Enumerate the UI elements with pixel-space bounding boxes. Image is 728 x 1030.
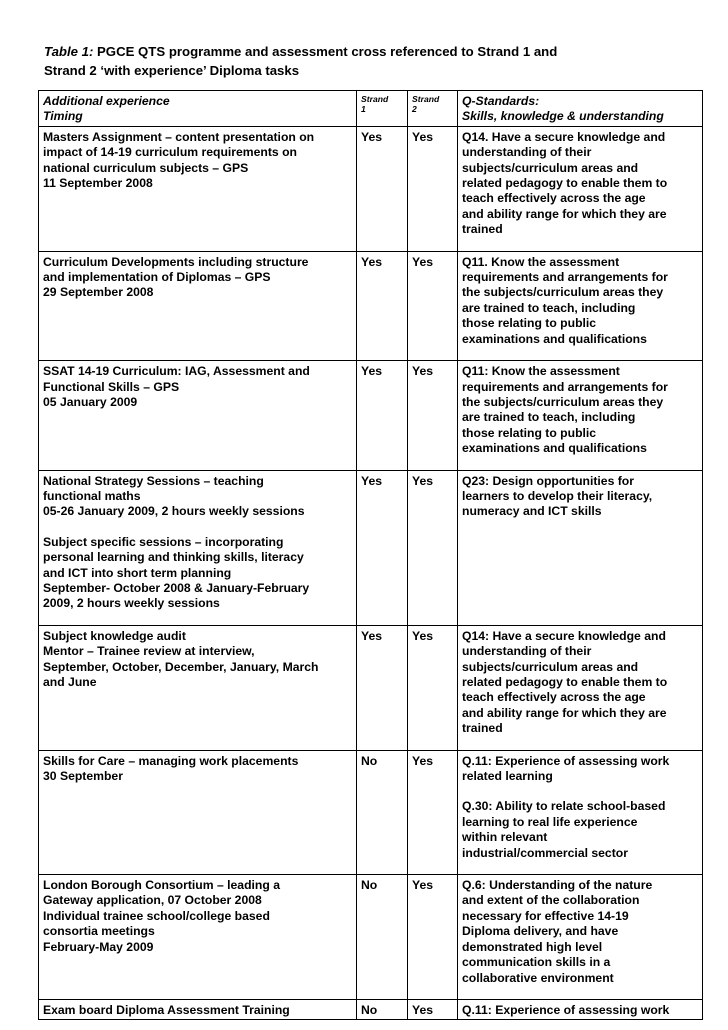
cell-line: personal learning and thinking skills, literacy (43, 550, 304, 565)
cell-line: Exam board Diploma Assessment Training (43, 1002, 290, 1017)
cell-line: are trained to teach, including (462, 410, 636, 425)
header-strand-2: Strand 2 (408, 91, 458, 127)
paragraph-gap (43, 520, 352, 535)
cell-line: subjects/curriculum areas and (462, 659, 639, 674)
cell-line: and implementation of Diplomas – GPS (43, 270, 271, 285)
cell-line: the subjects/curriculum areas they (462, 285, 664, 300)
cell-line: examinations and qualifications (462, 331, 647, 346)
header-row (39, 91, 703, 127)
cell-line: are trained to teach, including (462, 300, 636, 315)
cell-line: collaborative environment (462, 970, 614, 985)
cell-line: and ICT into short term planning (43, 565, 232, 580)
q-standards-cell (458, 999, 703, 1019)
experience-cell (39, 999, 357, 1019)
experience-cell (39, 625, 357, 750)
cell-line: communication skills in a (462, 955, 611, 970)
cell-line: Curriculum Developments including structure (43, 254, 309, 269)
cell-line: related pedagogy to enable them to (462, 675, 668, 689)
experience-cell (39, 251, 357, 360)
experience-cell (39, 361, 357, 470)
experience-cell (39, 750, 357, 874)
cell-line: Q.6: Understanding of the nature (462, 878, 653, 893)
table-row (39, 361, 703, 470)
cell-line: examinations and qualifications (462, 441, 647, 456)
cell-line: Q14: Have a secure knowledge and (462, 628, 666, 643)
cell-line: national curriculum subjects – GPS (43, 160, 249, 175)
caption-label: Table 1: (44, 44, 94, 59)
cell-line: consortia meetings (43, 924, 155, 939)
cell-line: Q.30: Ability to relate school-based (462, 799, 666, 814)
cell-line: London Borough Consortium – leading a (43, 878, 280, 893)
header-strand-1: Strand 1 (357, 91, 408, 127)
cell-line: Q.11: Experience of assessing work (462, 1002, 670, 1017)
cell-line: Masters Assignment – content presentation on (43, 129, 315, 144)
cell-line: Gateway application, 07 October 2008 (43, 893, 262, 908)
cell-line: understanding of their (462, 644, 592, 659)
cell-line: 05 January 2009 (43, 394, 138, 409)
cell-line: trained (462, 721, 503, 736)
cell-line: Skills for Care – managing work placements (43, 753, 299, 768)
cell-line: subjects/curriculum areas and (462, 160, 639, 175)
q-standards-cell (458, 625, 703, 750)
cell-line: February-May 2009 (43, 939, 154, 954)
cell-line: requirements and arrangements for (462, 270, 668, 285)
caption-line-1: PGCE QTS programme and assessment cross referenced to Strand 1 and (97, 44, 558, 59)
cell-line: and ability range for which they are (462, 705, 667, 720)
cell-line: Individual trainee school/college based (43, 908, 270, 923)
q-standards-cell (458, 361, 703, 470)
cell-line: functional maths (43, 488, 141, 503)
cell-line: SSAT 14-19 Curriculum: IAG, Assessment and (43, 364, 310, 379)
strand-1-cell: No (357, 875, 408, 1000)
cell-line: Q11: Know the assessment (462, 364, 620, 379)
table-row (39, 126, 703, 251)
cell-line: related learning (462, 769, 553, 784)
cell-line: understanding of their (462, 145, 592, 160)
cell-line: 05-26 January 2009, 2 hours weekly sessions (43, 504, 305, 519)
cell-line: demonstrated high level (462, 939, 603, 954)
table-row (39, 625, 703, 750)
cell-line: those relating to public (462, 316, 597, 331)
strand-1-cell: No (357, 750, 408, 874)
cell-line: 11 September 2008 (43, 176, 153, 191)
cell-line: and extent of the collaboration (462, 893, 640, 908)
experience-cell (39, 470, 357, 625)
table-row (39, 750, 703, 874)
cell-line: Diploma delivery, and have (462, 924, 619, 939)
cell-line: those relating to public (462, 425, 597, 440)
strand-1-cell: Yes (357, 251, 408, 360)
cell-line: Subject specific sessions – incorporating (43, 534, 284, 549)
cell-line: impact of 14-19 curriculum requirements on (43, 145, 297, 160)
cell-line: learning to real life experience (462, 814, 638, 829)
cell-line: Q14. Have a secure knowledge and (462, 129, 666, 144)
cell-line: Q23: Design opportunities for (462, 473, 634, 488)
cell-line: National Strategy Sessions – teaching (43, 473, 264, 488)
table-row (39, 251, 703, 360)
experience-cell (39, 875, 357, 1000)
q-standards-cell (458, 875, 703, 1000)
strand-1-cell: Yes (357, 625, 408, 750)
q-standards-cell (458, 251, 703, 360)
table-caption (44, 42, 684, 80)
table-row (39, 999, 703, 1019)
q-standards-cell (458, 750, 703, 874)
caption-line-2: Strand 2 ‘with experience’ Diploma tasks (44, 63, 300, 78)
strand-1-cell: Yes (357, 470, 408, 625)
cell-line: Q.11: Experience of assessing work (462, 753, 670, 768)
strand-2-cell: Yes (408, 126, 458, 251)
experience-cell (39, 126, 357, 251)
paragraph-gap (462, 784, 698, 799)
cell-line: industrial/commercial sector (462, 845, 628, 860)
cell-line: and ability range for which they are (462, 206, 667, 221)
strand-1-cell: Yes (357, 361, 408, 470)
cell-line: Mentor – Trainee review at interview, (43, 644, 255, 659)
strand-2-cell: Yes (408, 875, 458, 1000)
cell-line: requirements and arrangements for (462, 379, 668, 394)
cell-line: the subjects/curriculum areas they (462, 394, 664, 409)
cell-line: numeracy and ICT skills (462, 504, 602, 519)
cell-line: and June (43, 675, 97, 689)
table-row (39, 875, 703, 1000)
strand-1-cell: Yes (357, 126, 408, 251)
strand-2-cell: Yes (408, 361, 458, 470)
cell-line: teach effectively across the age (462, 191, 646, 206)
cell-line: trained (462, 222, 503, 237)
cell-line: September, October, December, January, March (43, 659, 319, 674)
strand-2-cell: Yes (408, 251, 458, 360)
strand-1-cell: No (357, 999, 408, 1019)
cell-line: Subject knowledge audit (43, 628, 186, 643)
cell-line: related pedagogy to enable them to (462, 176, 668, 191)
header-experience: Additional experience Timing (39, 91, 357, 127)
cell-line: 29 September 2008 (43, 285, 154, 300)
q-standards-cell (458, 470, 703, 625)
cell-line: teach effectively across the age (462, 690, 646, 705)
cell-line: necessary for effective 14-19 (462, 908, 629, 923)
cell-line: within relevant (462, 830, 548, 845)
strand-2-cell: Yes (408, 470, 458, 625)
cell-line: Q11. Know the assessment (462, 254, 620, 269)
strand-2-cell: Yes (408, 999, 458, 1019)
strand-2-cell: Yes (408, 625, 458, 750)
table-row (39, 470, 703, 625)
cell-line: 30 September (43, 769, 123, 784)
q-standards-cell (458, 126, 703, 251)
cross-reference-table (38, 90, 703, 1020)
cell-line: Functional Skills – GPS (43, 379, 180, 394)
cell-line: September- October 2008 & January-February (43, 580, 310, 595)
strand-2-cell: Yes (408, 750, 458, 874)
cell-line: learners to develop their literacy, (462, 488, 653, 503)
cell-line: 2009, 2 hours weekly sessions (43, 596, 220, 611)
header-q-standards: Q-Standards: Skills, knowledge & understanding (458, 91, 703, 127)
